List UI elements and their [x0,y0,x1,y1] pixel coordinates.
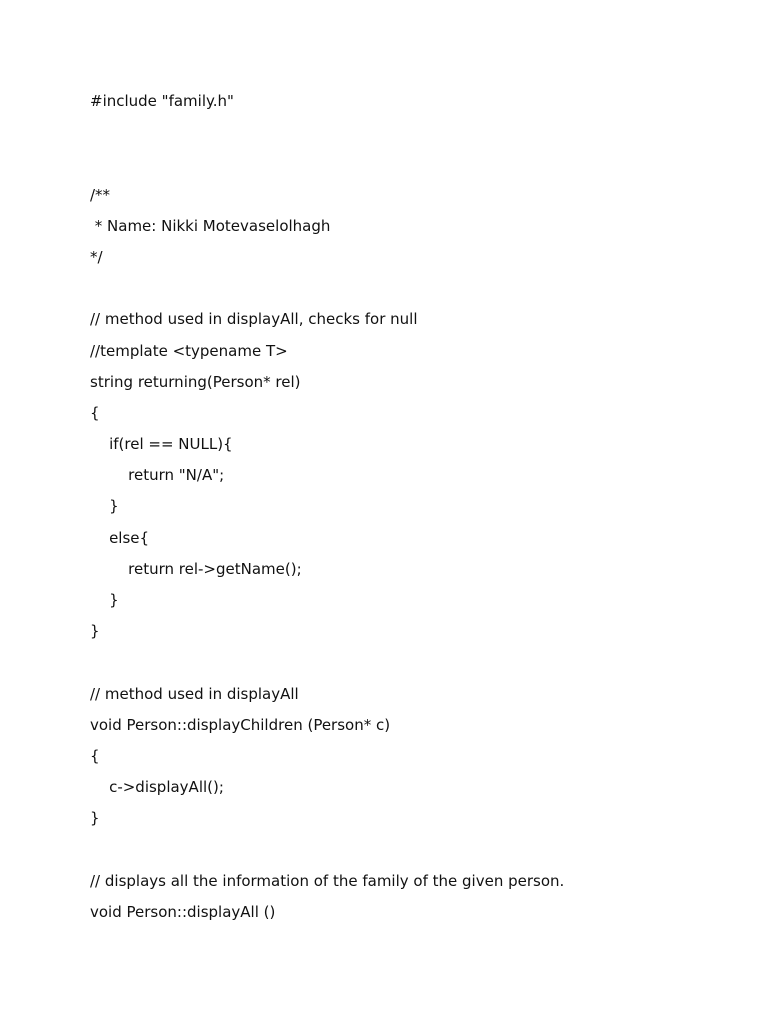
code-line: #include "family.h" [90,92,234,110]
code-line: else{ [90,528,150,547]
code-line: // displays all the information of the family of the given person. [90,871,565,890]
code-line: } [90,591,119,609]
code-line: { [90,746,100,765]
code-line: void Person::displayAll () [90,902,276,921]
code-line: */ [90,247,103,266]
code-line: /** [90,185,111,204]
code-listing [90,86,730,928]
code-line: } [90,809,100,828]
blank-line [90,273,730,304]
code-line: if(rel == NULL){ [90,435,233,454]
blank-line [90,148,730,179]
code-line: //template <typename T> [90,341,288,360]
code-line: // method used in displayAll, checks for null [90,310,418,329]
code-line: c->displayAll(); [90,778,224,797]
code-line: // method used in displayAll [90,684,299,703]
blank-line [90,117,730,148]
code-line: } [90,497,119,516]
code-line: void Person::displayChildren (Person* c) [90,715,391,734]
code-line: return rel->getName(); [90,559,302,578]
code-line: * Name: Nikki Motevaselolhagh [90,216,331,235]
blank-line [90,835,730,866]
code-line: } [90,622,100,641]
code-line: string returning(Person* rel) [90,372,301,391]
code-line: { [90,403,100,422]
blank-line [90,647,730,678]
code-line: return "N/A"; [90,466,225,485]
